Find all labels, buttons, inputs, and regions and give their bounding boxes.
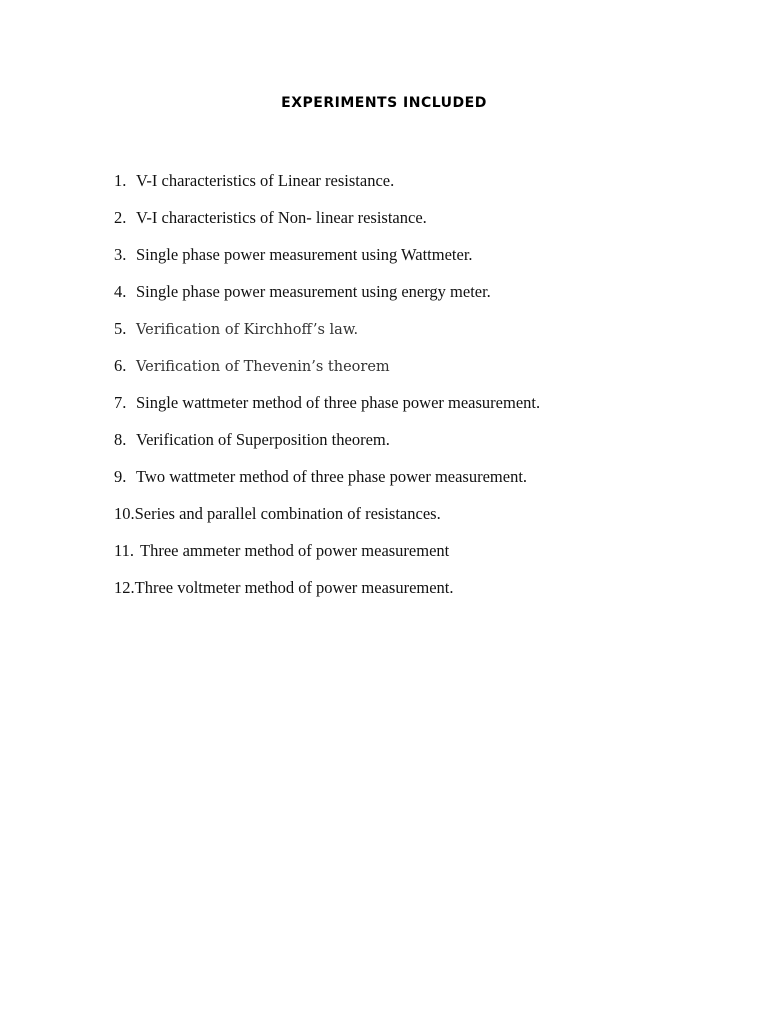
item-number: 8. (114, 430, 127, 449)
item-text: Single phase power measurement using energy meter. (136, 282, 491, 301)
list-item (114, 540, 540, 577)
item-text: Series and parallel combination of resistances. (134, 504, 441, 523)
item-number: 12. (114, 578, 135, 597)
item-text: Single wattmeter method of three phase power measurement. (136, 393, 541, 412)
item-number: 5. (114, 319, 127, 338)
item-number: 10. (114, 504, 135, 523)
list-item (114, 429, 540, 466)
item-text: V-I characteristics of Linear resistance. (136, 171, 395, 190)
item-text: Verification of Thevenin’s theorem (136, 359, 390, 375)
list-item (114, 207, 540, 244)
item-number: 6. (114, 356, 127, 375)
page-title: EXPERIMENTS INCLUDED (281, 95, 487, 111)
item-number: 9. (114, 467, 127, 486)
item-number: 1. (114, 171, 127, 190)
experiment-list (114, 170, 540, 614)
item-text: Single phase power measurement using Wattmeter. (136, 245, 473, 264)
list-item (114, 577, 540, 614)
list-item (114, 355, 540, 392)
item-text: V-I characteristics of Non- linear resistance. (136, 208, 427, 227)
list-item (114, 318, 540, 355)
item-text: Three voltmeter method of power measurement. (134, 578, 454, 597)
item-number: 4. (114, 282, 127, 301)
item-number: 7. (114, 393, 127, 412)
list-item (114, 281, 540, 318)
item-number: 11. (114, 541, 135, 560)
item-number: 2. (114, 208, 127, 227)
item-text: Two wattmeter method of three phase power measurement. (136, 467, 528, 486)
list-item (114, 466, 540, 503)
list-item (114, 503, 540, 540)
item-text: Verification of Superposition theorem. (136, 430, 390, 449)
item-text: Verification of Kirchhoff’s law. (136, 322, 359, 338)
item-text: Three ammeter method of power measurement (140, 541, 450, 560)
list-item (114, 392, 540, 429)
item-number: 3. (114, 245, 127, 264)
list-item (114, 244, 540, 281)
list-item (114, 170, 540, 207)
